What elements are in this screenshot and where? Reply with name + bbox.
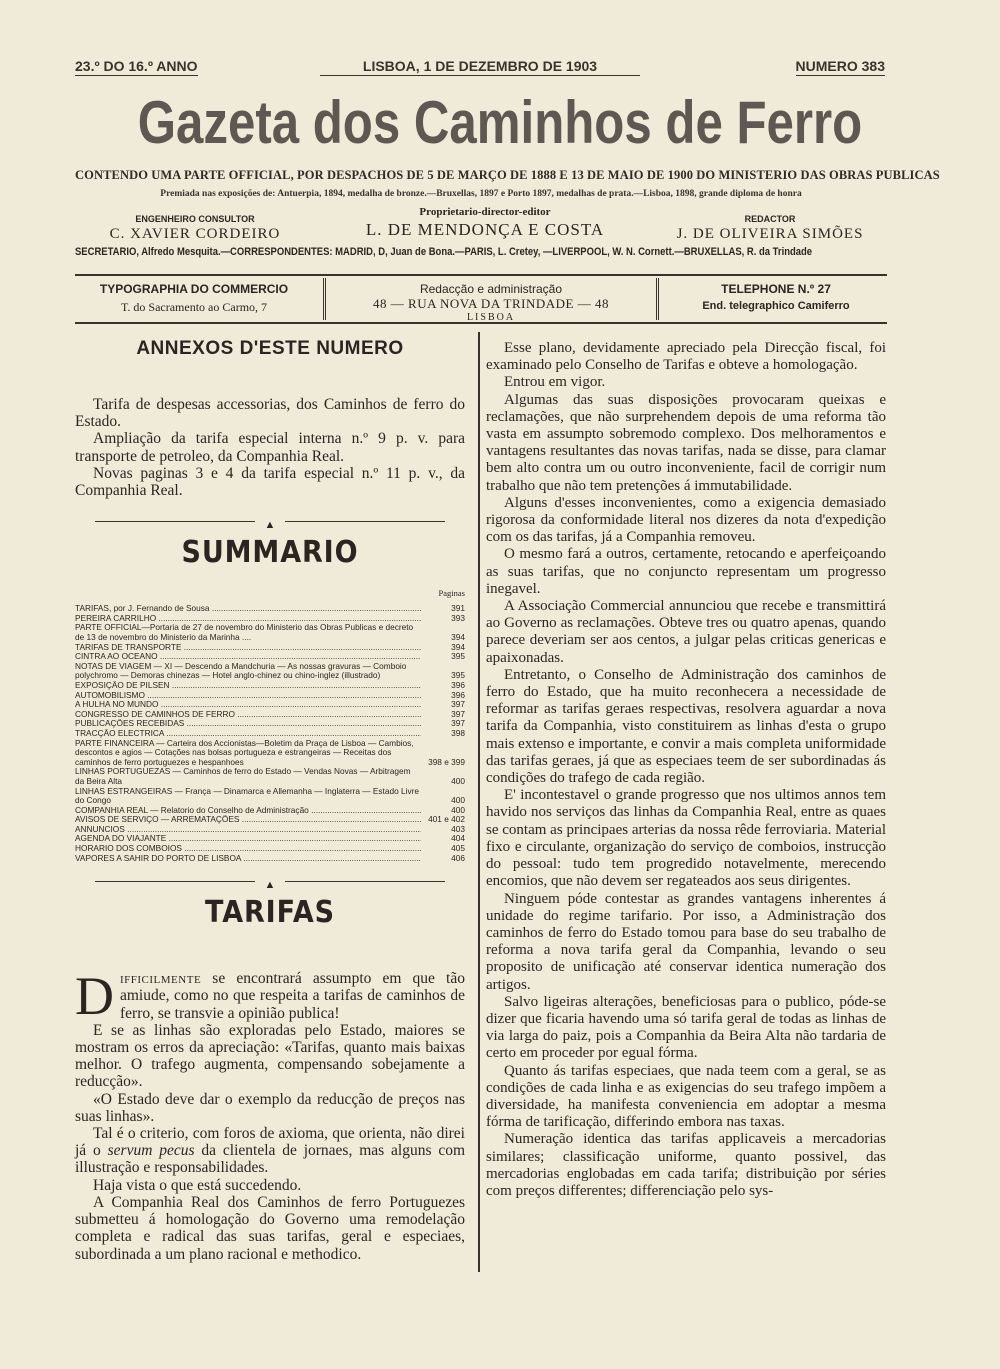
latin-phrase: servum pecus bbox=[107, 1142, 195, 1160]
first-word: ifficilmente bbox=[120, 970, 202, 988]
administration-box bbox=[323, 278, 659, 323]
director-name: L. DE MENDONÇA E COSTA bbox=[365, 220, 605, 239]
summario-entry bbox=[75, 844, 465, 854]
administration-address: 48 — RUA NOVA DA TRINDADE — 48 bbox=[373, 296, 609, 311]
summario-entry-page: 395 bbox=[451, 670, 465, 681]
summario-entry bbox=[75, 623, 465, 642]
ornament-line bbox=[285, 881, 445, 882]
section-ornament bbox=[75, 875, 465, 892]
summario-entry-title: ANNUNCIOS ..... bbox=[75, 825, 421, 835]
staff-line bbox=[75, 206, 887, 246]
tarifas-paragraph-3: «O Estado deve dar o exemplo da reducção de preços nas suas linhas». bbox=[75, 1090, 465, 1125]
consultor bbox=[75, 214, 315, 243]
summario-entry-title: LINHAS PORTUGUEZAS — Caminhos de ferro do Estado — Vendas Novas — Arbitragem da Beira Alta bbox=[75, 767, 411, 786]
column-divider bbox=[478, 332, 480, 1272]
article-paragraph: O mesmo fará a outros, certamente, retocando e aperfeiçoando as suas tarifas, que no conjuncto representam um progresso inegavel. bbox=[486, 546, 886, 597]
annexos-title: ANNEXOS D'ESTE NUMERO bbox=[136, 338, 404, 359]
summario-entry-title: AGENDA DO VIAJANTE ..... bbox=[75, 834, 421, 844]
article-paragraph: Entretanto, o Conselho de Administração dos caminhos de ferro do Estado, que ha muito reconhecera a necessidade de reformar as tarifas geraes respectivas, resolvera aguardar a nova tarifa da Companhia, visto constituirem as linhas d'esta o grupo mais extenso e importante, e convir a mais completa uniformidade das tarifas geraes, já que as especiaes teem de ser subordinadas ás condições do trafego de cada região. bbox=[486, 666, 886, 787]
paginas-label: Paginas bbox=[438, 588, 465, 599]
summario-entry-title: EXPOSIÇÃO DE PILSEN ..... bbox=[75, 681, 421, 691]
summario-entry bbox=[75, 739, 465, 768]
paragraph-text: se encontrará assumpto em que tão amiude, como no que respeita a tarifas de caminhos de ferro, se transvie a opinião publica! bbox=[120, 970, 465, 1022]
left-column bbox=[75, 338, 465, 1263]
summario-entry-title: NOTAS DE VIAGEM — XI — Descendo a Mandchuria — As nossas gravuras — Comboio polychromo — Demoras chinezas — Hotel anglo-chinez ou chino-inglez (illustrado) bbox=[75, 661, 407, 681]
article-paragraph: Entrou em vigor. bbox=[504, 374, 606, 391]
summario-entry-page: 398 bbox=[451, 727, 465, 738]
awards-line: Premiada nas exposições de: Antuerpia, 1894, medalha de bronze.—Bruxellas, 1897 e Porto 1897, medalhas de prata.—Lisboa, 1898, grande diploma de honra bbox=[160, 189, 802, 199]
summario-entry-page: 400 bbox=[451, 795, 465, 806]
typography-name: TYPOGRAPHIA DO COMMERCIO bbox=[99, 282, 289, 296]
summario-entry-title: AUTOMOBILISMO ..... bbox=[75, 691, 421, 701]
summario-entry-page: 397 bbox=[451, 699, 465, 710]
summario-entry-page: 394 bbox=[451, 641, 465, 652]
summario-entry bbox=[75, 815, 465, 825]
address-boxes bbox=[75, 274, 887, 324]
summario-entry-title: CONGRESSO DE CAMINHOS DE FERRO ..... bbox=[75, 710, 421, 720]
issue-number: NUMERO 383 bbox=[795, 58, 885, 74]
summario-entry-page: 403 bbox=[451, 823, 465, 834]
summario-entry-page: 400 bbox=[451, 775, 465, 786]
tarifas-paragraph-1 bbox=[75, 966, 465, 1027]
annexo-item: Ampliação da tarifa especial interna n.º 9 p. v. para transporte de petroleo, da Companhia Real. bbox=[75, 430, 465, 465]
article-paragraph: E' incontestavel o grande progresso que nos ultimos annos tem havido nos serviços das linhas da Companhia Real, entre as quaes se contam as principaes arterias da nossa rêde ferroviaria. Material fixo e circulante, organização do serviço de comboios, instrucção do pessoal: tudo tem progredido notavelmente, merecendo encomios, que não devem ser regateados aos seus dirigentes. bbox=[486, 787, 886, 890]
redactor bbox=[650, 214, 890, 243]
summario-entry bbox=[75, 729, 465, 739]
summario-entry-title: VAPORES A SAHIR DO PORTO DE LISBOA ..... bbox=[75, 854, 421, 864]
summario-entry-title: LINHAS ESTRANGEIRAS — França — Dinamarca e Allemanha — Inglaterra — Estado Livre do Congo bbox=[75, 786, 419, 806]
summario-entry-page: 398 e 399 bbox=[428, 756, 465, 767]
redactor-name: J. DE OLIVEIRA SIMÕES bbox=[676, 226, 864, 242]
article-paragraph: A Associação Commercial annunciou que recebe e transmittirá ao Governo as reclamações. Obteve tres ou quatro apenas, quando parece deveriam ser aos centos, a julgar pelas criticas genericas e apaixonadas. bbox=[486, 598, 886, 666]
tarifas-paragraph-4 bbox=[75, 1125, 465, 1177]
article-paragraph: Quanto ás tarifas especiaes, que nada teem com a geral, se as condições de cada linha e as exigencias do seu trafego impõem a diversidade, ha manifesta conveniencia em adoptar a mesma fórma de tarificação, differindo embora nas taxas. bbox=[486, 1062, 886, 1131]
annexo-item: Tarifa de despesas accessorias, dos Caminhos de ferro do Estado. bbox=[75, 396, 465, 431]
ornament-icon: ▲ bbox=[264, 879, 276, 892]
paragraph-text: Tal é o criterio, com foros de axioma, que orienta, não direi já o bbox=[75, 1125, 465, 1160]
summario-entry-page: 400 bbox=[451, 804, 465, 815]
summario-entry bbox=[75, 614, 465, 624]
summario-entry-title: TARIFAS, por J. Fernando de Sousa ..... bbox=[75, 604, 421, 614]
ornament-line bbox=[285, 521, 445, 522]
summario-entry-title: TRACÇÃO ELECTRICA ..... bbox=[75, 729, 421, 739]
consultor-role: ENGENHEIRO CONSULTOR bbox=[135, 214, 255, 224]
summario-entry-title: AVISOS DE SERVIÇO — ARREMATAÇÕES ..... bbox=[75, 815, 421, 825]
summario-entry-title: COMPANHIA REAL — Relatorio do Conselho de Administração ..... bbox=[75, 806, 421, 816]
redactor-role: REDACTOR bbox=[744, 214, 796, 224]
right-column bbox=[486, 340, 886, 1200]
summario-entry-page: 401 e 402 bbox=[428, 814, 465, 825]
telephone-box bbox=[665, 282, 887, 312]
summario-entry bbox=[75, 662, 465, 681]
typography-box bbox=[75, 282, 313, 315]
summario-title: SUMMARIO bbox=[181, 535, 359, 571]
ornament-line bbox=[95, 521, 255, 522]
summario-entry bbox=[75, 652, 465, 662]
tarifas-paragraph-5: Haja vista o que está succedendo. bbox=[93, 1176, 302, 1194]
summario-entry bbox=[75, 700, 465, 710]
masthead-top-line bbox=[75, 58, 885, 80]
consultor-name: C. XAVIER CORDEIRO bbox=[109, 226, 281, 242]
summario-entry bbox=[75, 691, 465, 701]
annexo-item: Novas paginas 3 e 4 da tarifa especial n.º 11 p. v., da Companhia Real. bbox=[75, 464, 465, 500]
summario-entry-page: 395 bbox=[451, 651, 465, 662]
article-paragraph: Esse plano, devidamente apreciado pela Direcção fiscal, foi examinado pelo Conselho de Tarifas e obteve a homologação. bbox=[486, 340, 886, 374]
summario-list bbox=[75, 604, 465, 863]
summario-entry-page: 397 bbox=[451, 718, 465, 729]
summario-entry bbox=[75, 806, 465, 816]
summario-entry-title: CINTRA AO OCEANO ..... bbox=[75, 652, 421, 662]
summario-entry-page: 397 bbox=[451, 708, 465, 719]
administration-label: Redacção e administração bbox=[419, 282, 563, 296]
article-paragraph: Ninguem póde contestar as grandes vantagens inherentes á unidade do regime tarifario. Por isso, a Administração dos caminhos de ferro do Estado tomou para base do seu trabalho de reforma a nova tarifa geral da Companhia, levando o seu proposito de unificação até conservar identica numeração dos artigos. bbox=[486, 890, 886, 993]
correspondents-line: SECRETARIO, Alfredo Mesquita.—CORRESPONDENTES: MADRID, D, Juan de Bona.—PARIS, L. Cretey, —LIVERPOOL, W. N. Cornett.—BRUXELLAS, R. da Trindade bbox=[75, 246, 813, 258]
summario-entry bbox=[75, 787, 465, 806]
article-paragraph: Algumas das suas disposições provocaram queixas e reclamações, que não surprehendem depois de uma reforma tão vasta em assumpto sobremodo complexo. Dos melhoramentos e vantagens resultantes das novas tarifas, nada se disse, para clamar bem alto contra um ou outro inconveniente, facil de corrigir num trabalho que não tem pretenções á immutabilidade. bbox=[486, 391, 886, 494]
dropcap: D bbox=[75, 966, 114, 1027]
newspaper-subtitle: CONTENDO UMA PARTE OFFICIAL, POR DESPACHOS DE 5 DE MARÇO DE 1888 E 13 DE MAIO DE 1900 DO MINISTERIO DAS OBRAS PUBLICAS bbox=[75, 168, 940, 182]
summario-entry-page: 396 bbox=[451, 689, 465, 700]
telegraph-address: End. telegraphico Camiferro bbox=[702, 300, 850, 312]
summario-entry-title: HORARIO DOS COMBOIOS ..... bbox=[75, 844, 421, 854]
tarifas-paragraph-6: A Companhia Real dos Caminhos de ferro Portuguezes submetteu á homologação do Governo uma remodelação completa e radical das suas tarifas, geral e especiaes, subordinada a um plano racional e methodico. bbox=[75, 1193, 465, 1263]
summario-entry bbox=[75, 643, 465, 653]
summario-entry bbox=[75, 604, 465, 614]
summario-entry bbox=[75, 825, 465, 835]
tarifas-title: TARIFAS bbox=[204, 895, 336, 931]
summario-entry-page: 393 bbox=[451, 612, 465, 623]
summario-entry-page: 396 bbox=[451, 679, 465, 690]
summario-entry-page: 404 bbox=[451, 833, 465, 844]
paragraph-text: da clientela de jornaes, mas alguns com illustração e responsabilidades. bbox=[75, 1142, 466, 1177]
article-paragraph: Alguns d'esses inconvenientes, como a exigencia demasiado rigorosa da conformidade literal nos dizeres da nota d'expedição com os das tarifas, já a Companhia removeu. bbox=[486, 494, 886, 546]
article-paragraph: Numeração identica das tarifas applicaveis a mercadorias similares; classificação uniforme, quanto possivel, das mercadorias englobadas em cada tarifa; distribuição por séries com preços differentes; differenciação pelo sys- bbox=[486, 1131, 886, 1199]
summario-entry-title: PEREIRA CARRILHO ..... bbox=[75, 614, 421, 624]
tarifas-paragraph-2: E se as linhas são exploradas pelo Estado, maiores se mostram os erros da apreciação: «Tarifas, quanto mais baixas melhor. O trafego augmenta, compensando sobejamente a reducção». bbox=[75, 1021, 465, 1091]
summario-entry bbox=[75, 767, 465, 786]
summario-entry-title: A HULHA NO MUNDO ..... bbox=[75, 700, 421, 710]
summario-entry-title: TARIFAS DE TRANSPORTE ..... bbox=[75, 643, 421, 653]
article-paragraph: Salvo ligeiras alterações, beneficiosas para o publico, póde-se dizer que ficaria havendo uma só tarifa geral de todas as linhas de via larga do paiz, pois a Companhia da Beira Alta não tardaria de certo em proceder por egual fórma. bbox=[486, 993, 886, 1062]
summario-entry-title: PARTE FINANCEIRA — Carteira dos Accionistas—Boletim da Praça de Lisboa — Cambios, descontos e agios — Cotações nas bolsas portugueza e estrangeiras — Receitas dos caminhos de ferro portuguezes e hespanhoes bbox=[75, 738, 414, 767]
summario-entry bbox=[75, 854, 465, 864]
summario-entry-page: 394 bbox=[451, 632, 465, 642]
director bbox=[340, 206, 630, 240]
summario-entry bbox=[75, 719, 465, 729]
administration-city: LISBOA bbox=[466, 312, 516, 323]
summario-entry-page: 405 bbox=[451, 843, 465, 854]
summario-entry bbox=[75, 681, 465, 691]
newspaper-title: Gazeta dos Caminhos de Ferro bbox=[137, 89, 863, 156]
summario-entry-title: PARTE OFFICIAL—Portaria de 27 de novembro do Ministerio das Obras Publicas e decreto de 13 de novembro do Ministerio da Marinha .... bbox=[75, 623, 414, 642]
ornament-icon: ▲ bbox=[264, 519, 276, 532]
year-issue: 23.º DO 16.º ANNO bbox=[75, 58, 198, 74]
summario-entry bbox=[75, 834, 465, 844]
section-ornament bbox=[75, 515, 465, 532]
telephone-number: TELEPHONE N.º 27 bbox=[721, 282, 831, 296]
dateline: LISBOA, 1 DE DEZEMBRO DE 1903 bbox=[320, 58, 640, 76]
ornament-line bbox=[95, 881, 255, 882]
summario-entry bbox=[75, 710, 465, 720]
director-role: Proprietario-director-editor bbox=[419, 206, 551, 218]
summario-entry-title: PUBLICAÇÕES RECEBIDAS ..... bbox=[75, 719, 421, 729]
summario-entry-page: 406 bbox=[451, 852, 465, 863]
typography-address: T. do Sacramento ao Carmo, 7 bbox=[120, 300, 268, 314]
summario-entry-page: 391 bbox=[451, 603, 465, 614]
